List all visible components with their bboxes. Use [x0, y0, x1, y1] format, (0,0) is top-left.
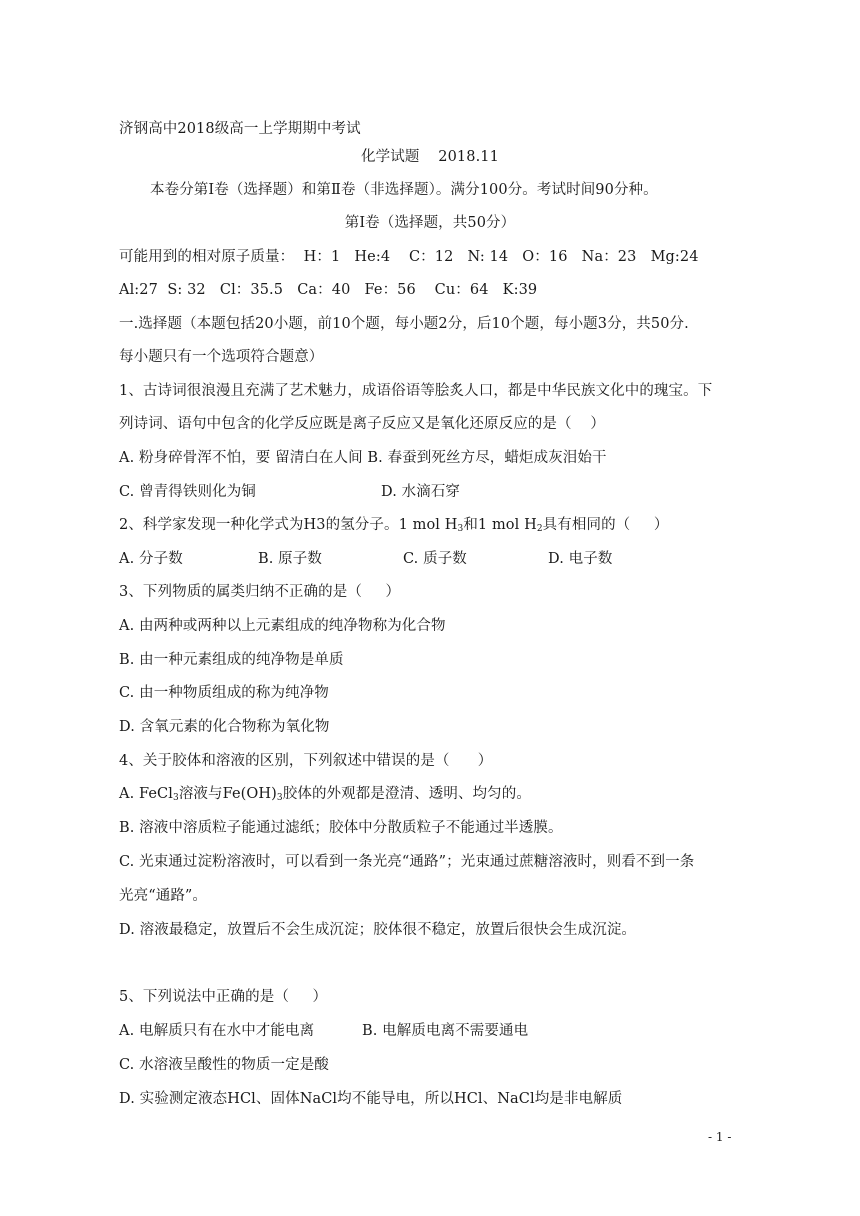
q2-stem-part2: 和1 mol H	[463, 517, 537, 533]
atomic-mass-line2: Al:27 S: 32 Cl：35.5 Ca：40 Fe：56 Cu：64 K:39	[119, 282, 538, 298]
q3-option-b: B. 由一种元素组成的纯净物是单质	[119, 652, 344, 668]
instructions: 本卷分第Ⅰ卷（选择题）和第Ⅱ卷（非选择题）。满分100分。考试时间90分种。	[150, 182, 658, 198]
q1-options-ab	[119, 448, 607, 468]
q2-subscript-1: 3	[457, 524, 464, 534]
q4-option-a	[119, 784, 531, 804]
q4-option-c-line1: C. 光束通过淀粉溶液时，可以看到一条光亮“通路”；光束通过蔗糖溶液时，则看不到一条	[119, 854, 695, 870]
q3-stem: 3、下列物质的属类归纳不正确的是（ ）	[119, 584, 401, 600]
q4-option-a-subscript-2: 3	[276, 793, 283, 803]
q1-option-d: D. 水滴石穿	[381, 484, 461, 500]
q5-option-a: A. 电解质只有在水中才能电离	[119, 1023, 315, 1039]
part1-heading-line2: 每小题只有一个选项符合题意）	[119, 349, 324, 365]
q4-option-a-part2: 溶液与Fe(OH)	[178, 786, 277, 802]
q2-subscript-2: 2	[536, 524, 543, 534]
q1-option-b: B. 春蚕到死丝方尽，蜡炬成灰泪始干	[367, 450, 607, 466]
q4-option-b: B. 溶液中溶质粒子能通过滤纸；胶体中分散质粒子不能通过半透膜。	[119, 820, 563, 836]
q1-option-c: C. 曾青得铁则化为铜	[119, 484, 256, 500]
q2-option-c: C. 质子数	[403, 551, 467, 567]
q2-option-b: B. 原子数	[258, 551, 322, 567]
q5-stem: 5、下列说法中正确的是（ ）	[119, 989, 328, 1005]
q2-option-a: A. 分子数	[119, 551, 183, 567]
q2-stem-part1: 2、科学家发现一种化学式为H3的氢分子。1 mol H	[119, 517, 458, 533]
page-number: - 1 -	[708, 1130, 732, 1144]
q2-stem	[119, 515, 668, 535]
q2-options	[119, 549, 612, 569]
q4-option-d: D. 溶液最稳定，放置后不会生成沉淀；胶体很不稳定，放置后很快会生成沉淀。	[119, 922, 637, 938]
q4-option-a-subscript-1: 3	[172, 793, 179, 803]
q1-stem-line1: 1、古诗词很浪漫且充满了艺术魅力，成语俗语等脍炙人口，都是中华民族文化中的瑰宝。下	[119, 383, 713, 399]
q5-option-d: D. 实验测定液态HCl、固体NaCl均不能导电，所以HCl、NaCl均是非电解质	[119, 1091, 623, 1107]
q5-option-c: C. 水溶液呈酸性的物质一定是酸	[119, 1057, 329, 1073]
q4-option-a-part3: 胶体的外观都是澄清、透明、均匀的。	[282, 786, 531, 802]
q1-option-a: A. 粉身碎骨浑不怕，要 留清白在人间	[119, 450, 363, 466]
q1-stem-line2: 列诗词、语句中包含的化学反应既是离子反应又是氧化还原反应的是（ ）	[119, 416, 606, 432]
q3-option-c: C. 由一种物质组成的称为纯净物	[119, 685, 329, 701]
q1-options-cd	[119, 482, 460, 502]
q4-option-c-line2: 光亮“通路”。	[119, 888, 208, 904]
q4-stem: 4、关于胶体和溶液的区别，下列叙述中错误的是（ ）	[119, 753, 493, 769]
q2-option-d: D. 电子数	[548, 551, 613, 567]
atomic-mass-line1: 可能用到的相对原子质量： H：1 He:4 C：12 N: 14 O：16 Na：23 Mg:24	[119, 249, 699, 265]
section1-title: 第Ⅰ卷（选择题，共50分）	[344, 215, 516, 231]
q3-option-d: D. 含氧元素的化合物称为氧化物	[119, 719, 330, 735]
subject-line: 化学试题 2018.11	[361, 149, 499, 165]
exam-header: 济钢高中2018级高一上学期期中考试	[119, 121, 361, 137]
part1-heading-line1: 一.选择题（本题包括20小题，前10个题，每小题2分，后10个题，每小题3分，共50分.	[119, 316, 689, 332]
q5-option-b: B. 电解质电离不需要通电	[362, 1023, 529, 1039]
q4-option-a-part1: A. FeCl	[119, 786, 173, 802]
q3-option-a: A. 由两种或两种以上元素组成的纯净物称为化合物	[119, 618, 446, 634]
q2-stem-part3: 具有相同的（ ）	[542, 517, 669, 533]
q5-options-ab	[119, 1021, 528, 1041]
